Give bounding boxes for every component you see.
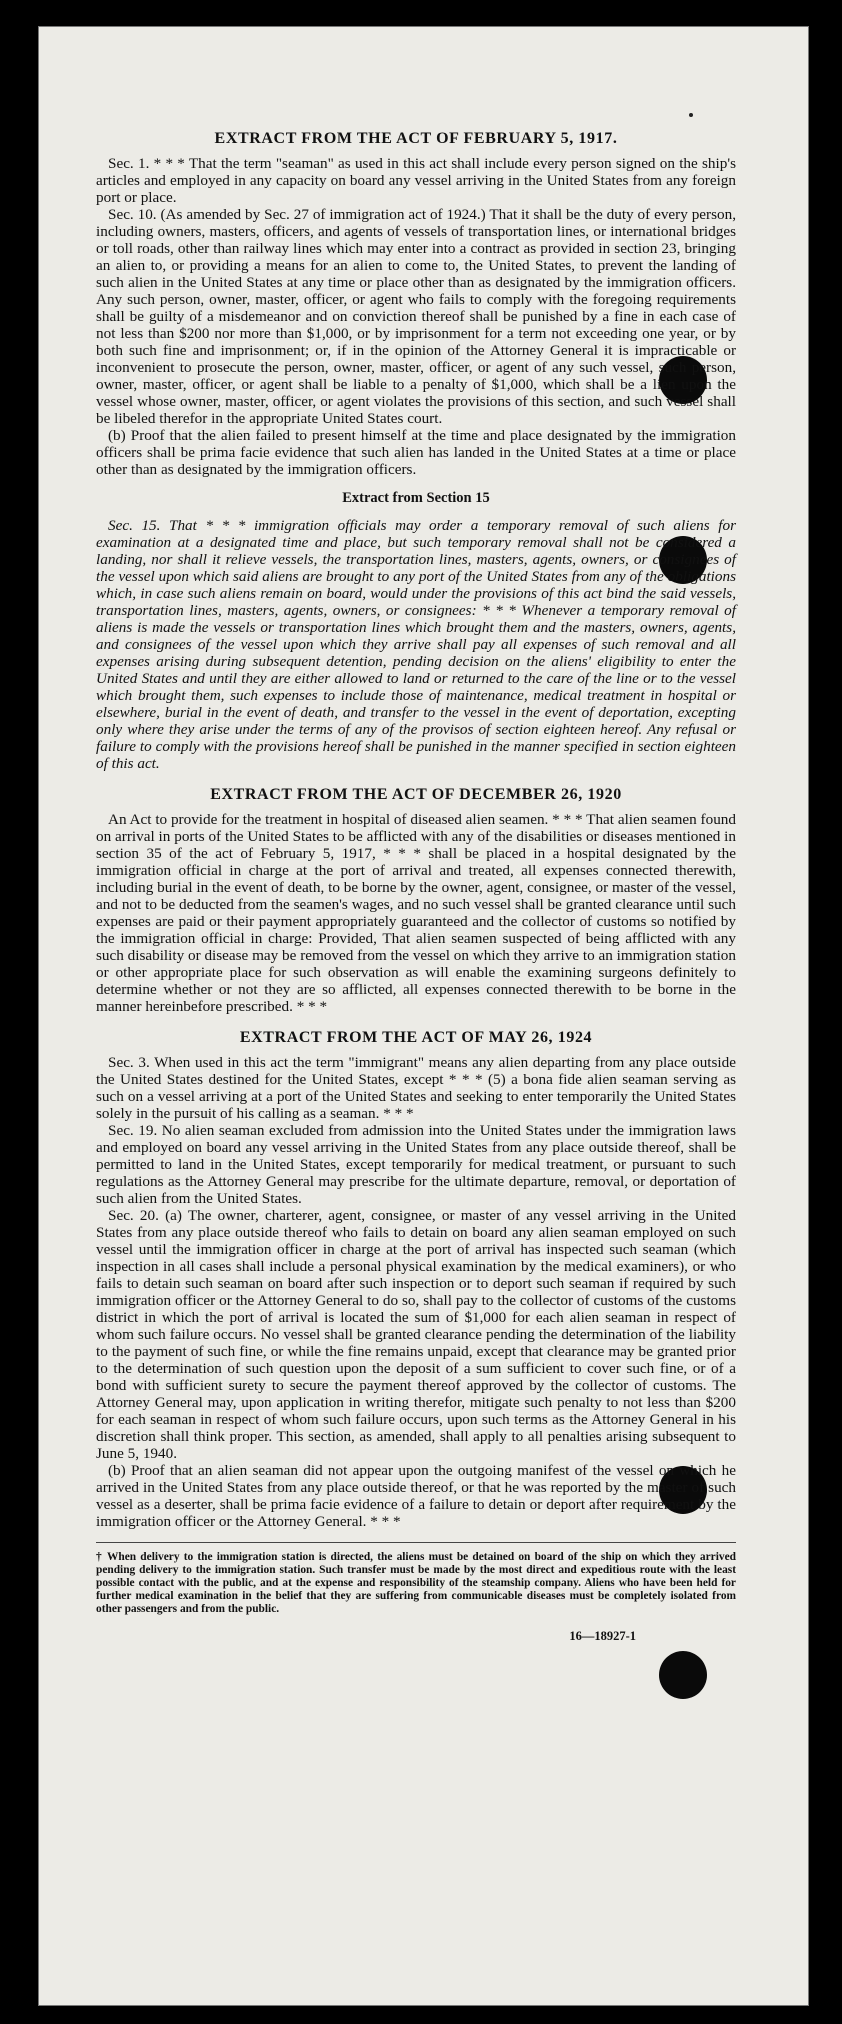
paragraph-sec10b: (b) Proof that the alien failed to present himself at the time and place designated by the immigration officers shall be prima facie evidence that such alien has landed in the United States at a time or place other than as designated by the immigration officers. <box>96 427 736 478</box>
heading-act-1924: EXTRACT FROM THE ACT OF MAY 26, 1924 <box>239 1029 593 1046</box>
heading-act-1917: EXTRACT FROM THE ACT OF FEBRUARY 5, 1917. <box>214 130 618 147</box>
paragraph-sec20b: (b) Proof that an alien seaman did not appear upon the outgoing manifest of the vessel on which he arrived in the United States from any place outside thereof, or that he was reported by the master of such vessel as a deserter, shall be prima facie evidence of a failure to detain or deport after requirement by the immigration officer or the Attorney General. * * * <box>96 1462 736 1530</box>
paragraph-sec19: Sec. 19. No alien seaman excluded from admission into the United States under the immigration laws and employed on board any vessel arriving in the United States from any place outside thereof, shall be permitted to land in the United States, except temporarily for medical treatment, or pursuant to such regulations as the Attorney General may prescribe for the ultimate departure, removal, or deportation of such alien from the United States. <box>96 1122 736 1207</box>
heading-section-15: Extract from Section 15 <box>342 490 490 506</box>
paragraph-act-1920: An Act to provide for the treatment in hospital of diseased alien seamen. * * * That alien seamen found on arrival in ports of the United States to be afflicted with any of the disabilities or diseases mentioned in section 35 of the act of February 5, 1917, * * * shall be placed in a hospital designated by the immigration official in charge at the port of arrival and treated, all expenses connected therewith, including burial in the event of death, to be borne by the owner, agent, consignee, or master of the vessel, and not to be deducted from the seamen's wages, and no such vessel shall be granted clearance until such expenses are paid or their payment appropriately guaranteed and the collector of customs so notified by the immigration official in charge: Provided, That alien seamen suspected of being afflicted with any such disability or disease may be removed from the vessel on which they arrive to an immigration station or other appropriate place for such observation as will enable the examining surgeons definitely to determine whether or not they are so afflicted, all expenses connected therewith to be borne in the manner hereinbefore prescribed. * * * <box>96 811 736 1015</box>
paragraph-sec1: Sec. 1. * * * That the term "seaman" as used in this act shall include every person signed on the ship's articles and employed in any capacity on board any vessel arriving in the United States from any foreign port or place. <box>96 155 736 206</box>
document-text <box>96 130 736 1645</box>
footnote-divider <box>96 1542 736 1543</box>
paragraph-sec3: Sec. 3. When used in this act the term "immigrant" means any alien departing from any place outside the United States destined for the United States, except * * * (5) a bona fide alien seaman serving as such on a vessel arriving at a port of the United States and seeking to enter temporarily the United States solely in the pursuit of his calling as a seaman. * * * <box>96 1054 736 1122</box>
paragraph-sec10: Sec. 10. (As amended by Sec. 27 of immigration act of 1924.) That it shall be the duty of every person, including owners, masters, officers, and agents of vessels of transportation lines, or international bridges or toll roads, other than railway lines which may enter into a contract as provided in section 23, bringing an alien to, or providing a means for an alien to come to, the United States, to prevent the landing of such alien in the United States at any time or place other than as designated by the immigration officers. Any such person, owner, master, officer, or agent who fails to comply with the foregoing requirements shall be guilty of a misdemeanor and on conviction thereof shall be punished by a fine in each case of not less than $200 nor more than $1,000, or by imprisonment for a term not exceeding one year, or by both such fine and imprisonment; or, if in the opinion of the Attorney General it is impracticable or inconvenient to prosecute the person, owner, master, officer, or agent of any such vessel, such person, owner, master, officer, or agent shall be liable to a penalty of $1,000, which shall be a lien upon the vessel whose owner, master, officer, or agent violates the provisions of this section, and such vessel shall be libeled therefor in the appropriate United States court. <box>96 206 736 427</box>
punch-hole <box>659 1651 707 1699</box>
footnote: † When delivery to the immigration station is directed, the aliens must be detained on board of the ship on which they arrived pending delivery to the immigration station. Such transfer must be made by the most direct and expeditious route with the least possible contact with the public, and at the expense and responsibility of the steamship company. Aliens who have been held for further medical examination in the belief that they are suffering from communicable diseases must be completely isolated from other passengers and from the public. <box>96 1551 736 1615</box>
tick-mark <box>689 113 693 117</box>
paragraph-sec20: Sec. 20. (a) The owner, charterer, agent, consignee, or master of any vessel arriving in the United States from any place outside thereof who fails to detain on board any alien seaman employed on such vessel until the immigration officer in charge at the port of arrival has inspected such seaman (which inspection in all cases shall include a personal physical examination by the medical examiners), or who fails to detain such seaman on board after such inspection or to deport such seaman if required by such immigration officer or the Attorney General to do so, shall pay to the collector of customs of the customs district in which the port of arrival is located the sum of $1,000 for each alien seaman in respect of whom such failure occurs. No vessel shall be granted clearance pending the determination of the liability to the payment of such fine, or while the fine remains unpaid, except that clearance may be granted prior to the determination of such question upon the deposit of a sum sufficient to cover such fine, or of a bond with sufficient surety to secure the payment thereof approved by the collector of customs. The Attorney General may, upon application in writing therefor, mitigate such penalty to not less than $200 for each seaman in respect of whom such failure occurs, upon such terms as the Attorney General in his discretion shall think proper. This section, as amended, shall apply to all penalties arising subsequent to June 5, 1940. <box>96 1207 736 1462</box>
heading-act-1920: EXTRACT FROM THE ACT OF DECEMBER 26, 1920 <box>210 786 622 803</box>
form-code: 16—18927-1 <box>569 1629 636 1643</box>
paragraph-sec15: Sec. 15. That * * * immigration officials may order a temporary removal of such aliens for examination at a designated time and place, but such temporary removal shall not be considered a landing, nor shall it relieve vessels, the transportation lines, masters, agents, owners, or consignees of the vessel upon which said aliens are brought to any port of the United States from any of the obligations which, in case such aliens remain on board, would under the provisions of this act bind the said vessels, transportation lines, masters, agents, owners, or consignees: * * * Whenever a temporary removal of aliens is made the vessels or transportation lines which brought them and the masters, owners, agents, and consignees of the vessel upon which they arrive shall pay all expenses of such removal and all expenses arising during subsequent detention, pending decision on the aliens' eligibility to enter the United States and until they are either allowed to land or returned to the care of the line or to the vessel which brought them, such expenses to include those of maintenance, medical treatment in hospital or elsewhere, burial in the event of death, and transfer to the vessel in the event of deportation, excepting only where they arise under the terms of any of the provisos of section eighteen hereof. Any refusal or failure to comply with the provisions hereof shall be punished in the manner specified in section eighteen of this act. <box>96 517 736 772</box>
